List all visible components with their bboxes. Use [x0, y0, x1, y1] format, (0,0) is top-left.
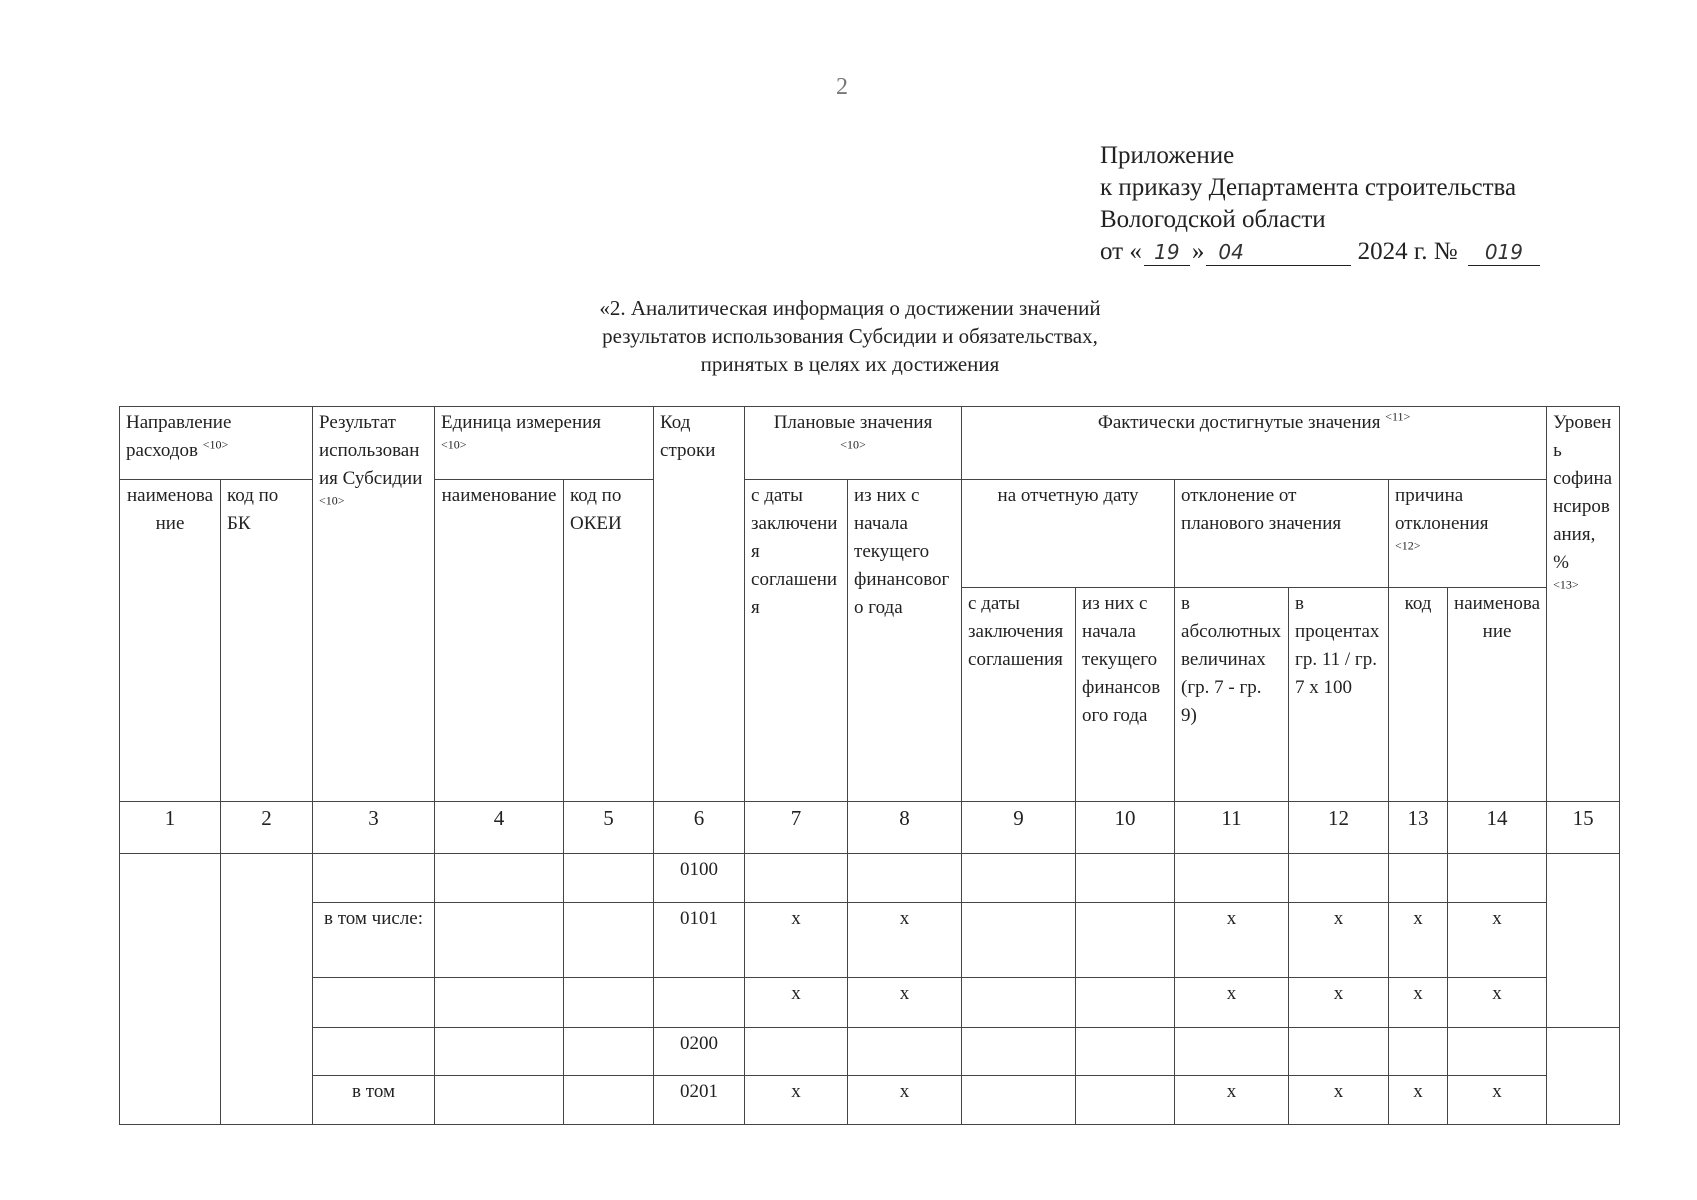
col-number: 13	[1389, 802, 1448, 854]
table-row	[120, 1076, 1620, 1125]
h-report-date: на отчетную дату	[962, 480, 1175, 588]
h-reason-code: код	[1389, 588, 1448, 802]
appendix-line-2: к приказу Департамента строительства	[1100, 174, 1517, 201]
table-row	[120, 1028, 1620, 1076]
cell-plan-from	[745, 1028, 848, 1076]
cell-direction-name	[120, 854, 221, 1125]
h-direction-name: наименование	[120, 480, 221, 802]
appendix-block	[1100, 140, 1540, 268]
cell-act-from	[962, 854, 1076, 903]
cell-act-from	[962, 978, 1076, 1028]
cell-reason-name: x	[1448, 1076, 1547, 1125]
section-title	[500, 294, 1200, 378]
cell-okei	[564, 1076, 654, 1125]
appendix-date-line	[1100, 236, 1540, 268]
date-prefix: от «	[1100, 238, 1142, 265]
col-number: 15	[1547, 802, 1620, 854]
cell-reason-name: x	[1448, 978, 1547, 1028]
cell-unit-name	[435, 903, 564, 978]
cell-okei	[564, 903, 654, 978]
col-number: 12	[1289, 802, 1389, 854]
cell-plan-since: x	[848, 903, 962, 978]
cell-result: в том	[313, 1076, 435, 1125]
cell-level	[1547, 1028, 1620, 1125]
table-row	[120, 854, 1620, 903]
cell-result	[313, 978, 435, 1028]
cell-reason-code: x	[1389, 978, 1448, 1028]
cell-reason-name: x	[1448, 903, 1547, 978]
h-deviation: отклонение от планового значения	[1175, 480, 1389, 588]
h-code-bk: код по БК	[221, 480, 313, 802]
cell-plan-since: x	[848, 978, 962, 1028]
appendix-line-1: Приложение	[1100, 142, 1235, 169]
cell-plan-since	[848, 1028, 962, 1076]
cell-code: 0200	[654, 1028, 745, 1076]
cell-pct	[1289, 854, 1389, 903]
cell-abs: x	[1175, 1076, 1289, 1125]
cell-act-since	[1076, 1076, 1175, 1125]
h-level: Уровень софинансирования, % $^{<13>}$	[1547, 407, 1620, 802]
col-number: 14	[1448, 802, 1547, 854]
cell-result: в том числе:	[313, 903, 435, 978]
h-plan-from: с даты заключения соглашения	[745, 480, 848, 802]
h-act-since: из них с начала текущего финансового года	[1076, 588, 1175, 802]
date-mid: »	[1191, 238, 1205, 265]
h-reason-name: наименование	[1448, 588, 1547, 802]
cell-plan-since	[848, 854, 962, 903]
cell-reason-code: x	[1389, 1076, 1448, 1125]
column-numbers-row	[120, 802, 1620, 854]
cell-pct: x	[1289, 903, 1389, 978]
h-reason: причина отклонения $^{<12>}$	[1389, 480, 1547, 588]
cell-abs	[1175, 1028, 1289, 1076]
date-day: 19	[1144, 239, 1190, 266]
h-unit-name: наименование	[435, 480, 564, 802]
cell-unit-name	[435, 1076, 564, 1125]
h-code: Код строки	[654, 407, 745, 802]
cell-okei	[564, 854, 654, 903]
cell-abs: x	[1175, 978, 1289, 1028]
cell-plan-from	[745, 854, 848, 903]
cell-act-since	[1076, 978, 1175, 1028]
report-table	[119, 406, 1620, 1125]
col-number: 7	[745, 802, 848, 854]
order-number: 019	[1468, 239, 1540, 266]
title-line-3: принятых в целях их достижения	[700, 352, 1000, 376]
title-line-2: результатов использования Субсидии и обязательствах,	[602, 324, 1098, 348]
title-line-1: «2. Аналитическая информация о достижении значений	[599, 296, 1101, 320]
cell-code: 0100	[654, 854, 745, 903]
appendix-line-3: Вологодской области	[1100, 206, 1326, 233]
col-number: 11	[1175, 802, 1289, 854]
cell-unit-name	[435, 854, 564, 903]
cell-plan-from: x	[745, 1076, 848, 1125]
cell-abs: x	[1175, 903, 1289, 978]
h-act-from: с даты заключения соглашения	[962, 588, 1076, 802]
col-number: 5	[564, 802, 654, 854]
cell-act-since	[1076, 903, 1175, 978]
h-okei: код по ОКЕИ	[564, 480, 654, 802]
cell-plan-from: x	[745, 978, 848, 1028]
cell-act-since	[1076, 1028, 1175, 1076]
cell-act-from	[962, 1076, 1076, 1125]
cell-result	[313, 854, 435, 903]
page-number: 2	[836, 74, 848, 100]
cell-result	[313, 1028, 435, 1076]
cell-okei	[564, 1028, 654, 1076]
col-number: 6	[654, 802, 745, 854]
cell-plan-since: x	[848, 1076, 962, 1125]
h-direction: Направление расходов $^{<10>}$	[120, 407, 313, 480]
cell-code	[654, 978, 745, 1028]
cell-pct: x	[1289, 1076, 1389, 1125]
cell-unit-name	[435, 978, 564, 1028]
h-pct: в процентах гр. 11 / гр. 7 х 100	[1289, 588, 1389, 802]
cell-plan-from: x	[745, 903, 848, 978]
table-row	[120, 903, 1620, 978]
col-number: 9	[962, 802, 1076, 854]
cell-reason-code	[1389, 1028, 1448, 1076]
cell-code: 0101	[654, 903, 745, 978]
h-result: Результат использования Субсидии $^{<10>}$	[313, 407, 435, 802]
col-number: 4	[435, 802, 564, 854]
col-number: 1	[120, 802, 221, 854]
cell-act-from	[962, 903, 1076, 978]
cell-act-since	[1076, 854, 1175, 903]
cell-pct: x	[1289, 978, 1389, 1028]
cell-reason-code: x	[1389, 903, 1448, 978]
cell-reason-name	[1448, 1028, 1547, 1076]
header-row-1	[120, 407, 1620, 480]
cell-act-from	[962, 1028, 1076, 1076]
h-actual: Фактически достигнутые значения $^{<11>}$	[962, 407, 1547, 480]
h-abs: в абсолютных величинах (гр. 7 - гр. 9)	[1175, 588, 1289, 802]
h-unit: Единица измерения $^{<10>}$	[435, 407, 654, 480]
cell-level	[1547, 854, 1620, 1028]
col-number: 10	[1076, 802, 1175, 854]
date-year: 2024 г. №	[1357, 238, 1458, 265]
col-number: 3	[313, 802, 435, 854]
cell-pct	[1289, 1028, 1389, 1076]
date-month: 04	[1206, 239, 1351, 266]
h-planned: Плановые значения $^{<10>}$	[745, 407, 962, 480]
h-plan-since: из них с начала текущего финансового года	[848, 480, 962, 802]
col-number: 8	[848, 802, 962, 854]
cell-code-bk	[221, 854, 313, 1125]
cell-okei	[564, 978, 654, 1028]
table-row	[120, 978, 1620, 1028]
cell-unit-name	[435, 1028, 564, 1076]
cell-code: 0201	[654, 1076, 745, 1125]
cell-reason-name	[1448, 854, 1547, 903]
cell-reason-code	[1389, 854, 1448, 903]
col-number: 2	[221, 802, 313, 854]
cell-abs	[1175, 854, 1289, 903]
